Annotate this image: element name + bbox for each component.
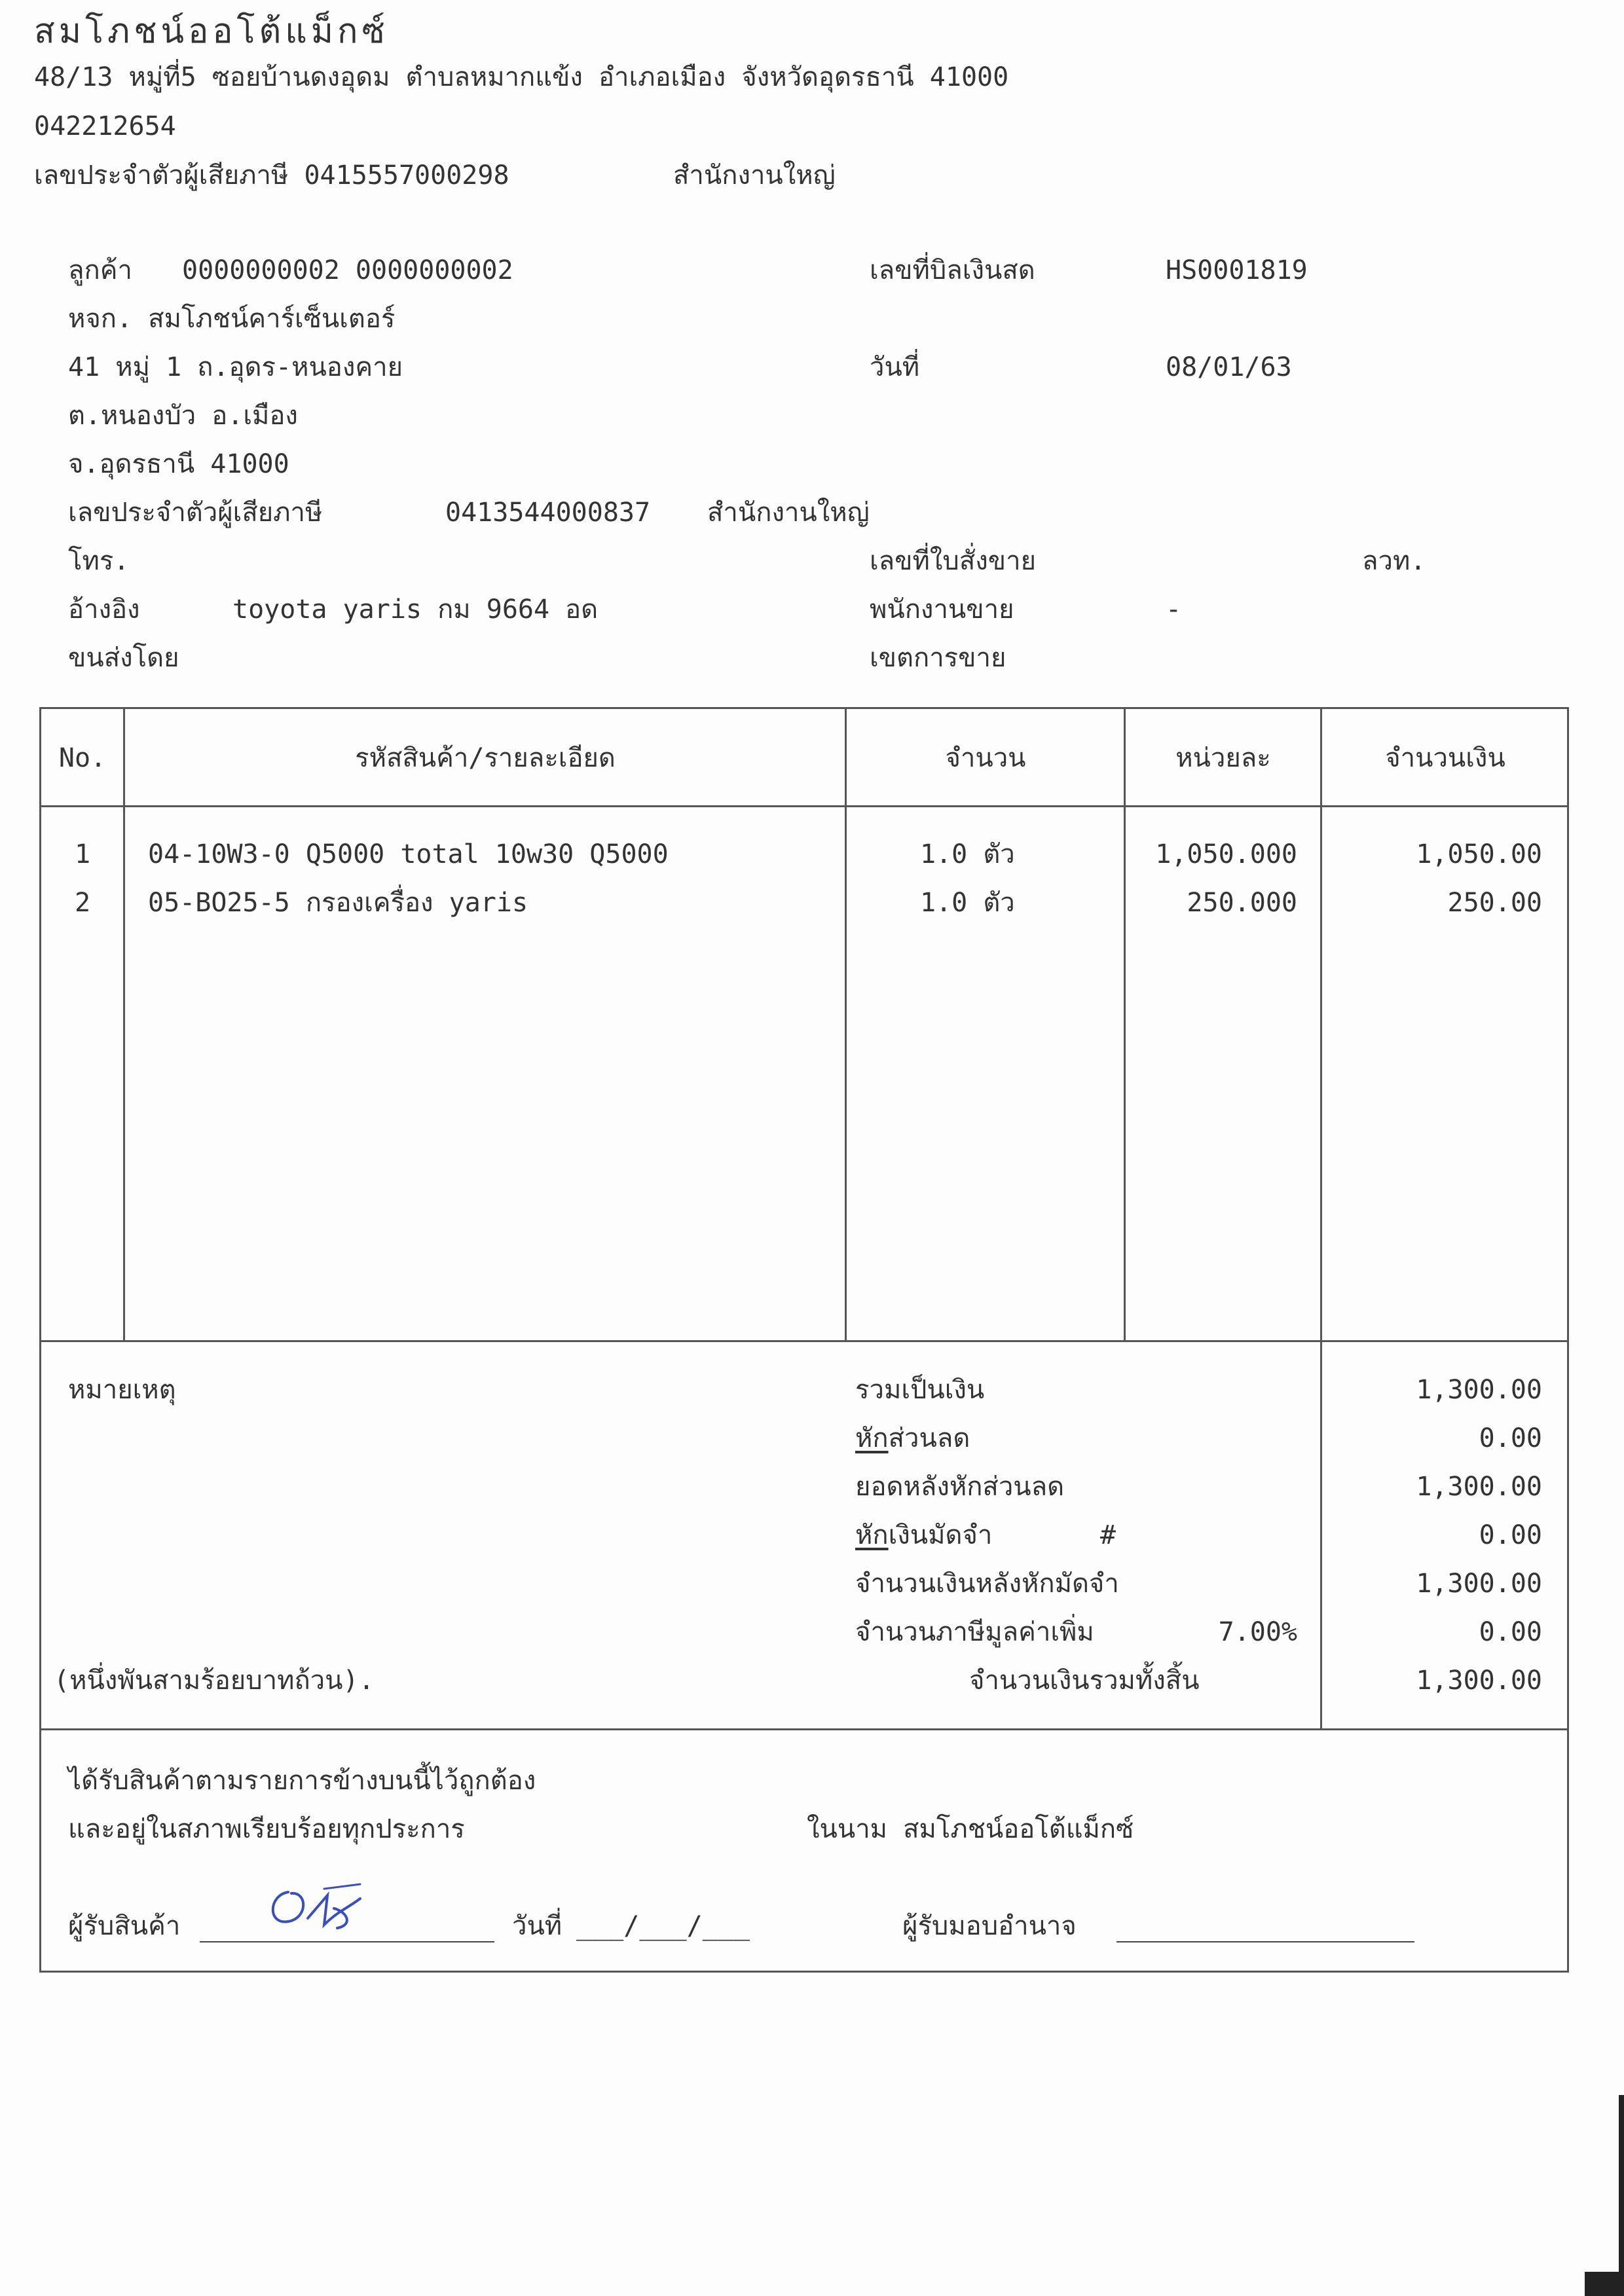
customer-name: หจก. สมโภชน์คาร์เซ็นเตอร์: [68, 304, 396, 334]
row-1-unit-price: 1,050.000: [1155, 839, 1297, 869]
scan-corner: [1585, 2272, 1624, 2296]
summary-footer-divider: [39, 1728, 1569, 1730]
company-name: สมโภชน์ออโต้แม็กซ์: [34, 12, 389, 51]
received-statement-line-1: ได้รับสินค้าตามรายการข้างบนนี้ไว้ถูกต้อง: [68, 1766, 536, 1796]
grand-total-value: 1,300.00: [1416, 1666, 1542, 1696]
deposit-text: เงินมัดจำ: [888, 1520, 993, 1550]
grand-total-label: จำนวนเงินรวมทั้งสิ้น: [969, 1666, 1200, 1696]
row-2-quantity: 1.0 ตัว: [920, 888, 1015, 918]
discount-value: 0.00: [1479, 1423, 1542, 1453]
sales-order-label: เลขที่ใบสั่งขาย: [870, 546, 1037, 576]
row-2-amount: 250.00: [1447, 888, 1542, 918]
bill-number: HS0001819: [1166, 255, 1308, 285]
salesperson-label: พนักงานขาย: [870, 594, 1014, 625]
receiver-signature: [262, 1879, 380, 1938]
row-2-no: 2: [74, 888, 91, 918]
after-deposit-label: จำนวนเงินหลังหักมัดจำ: [855, 1569, 1119, 1599]
customer-phone-label: โทร.: [68, 546, 130, 576]
customer-tax-label: เลขประจำตัวผู้เสียภาษี: [68, 498, 323, 528]
amount-in-words: (หนึ่งพันสามร้อยบาทถ้วน).: [54, 1666, 375, 1696]
customer-address-3: จ.อุดรธานี 41000: [68, 449, 289, 479]
customer-tax-id: 0413544000837: [445, 498, 651, 528]
scan-edge: [1619, 2095, 1624, 2296]
after-deposit-value: 1,300.00: [1416, 1569, 1542, 1599]
row-1-quantity: 1.0 ตัว: [920, 839, 1015, 869]
col-divider-qty: [1124, 707, 1126, 1341]
table-header-divider: [39, 805, 1569, 807]
sales-order-value: ลวท.: [1362, 546, 1426, 576]
items-summary-divider: [39, 1340, 1569, 1342]
row-1-no: 1: [74, 839, 91, 869]
col-divider-desc: [845, 707, 847, 1341]
bill-number-label: เลขที่บิลเงินสด: [870, 255, 1035, 285]
header-amount: จำนวนเงิน: [1385, 743, 1505, 773]
discount-prefix: หัก: [855, 1423, 889, 1453]
deposit-label: [855, 1522, 992, 1548]
discount-text: ส่วนลด: [888, 1423, 970, 1453]
discount-label: [855, 1425, 970, 1451]
reference-value: toyota yaris กม 9664 อด: [232, 594, 599, 625]
customer-branch: สำนักงานใหญ่: [707, 498, 870, 528]
deposit-hash: #: [1100, 1520, 1116, 1550]
shipping-label: ขนส่งโดย: [68, 643, 179, 673]
after-discount-label: ยอดหลังหักส่วนลด: [855, 1472, 1065, 1502]
row-1-amount: 1,050.00: [1416, 839, 1542, 869]
company-branch: สำนักงานใหญ่: [673, 160, 836, 191]
header-description: รหัสสินค้า/รายละเอียด: [355, 743, 616, 773]
row-2-unit-price: 250.000: [1187, 888, 1297, 918]
receive-date-label: วันที่: [512, 1911, 563, 1941]
customer-address-1: 41 หมู่ 1 ถ.อุดร-หนองคาย: [68, 352, 403, 382]
company-phone: 042212654: [34, 111, 176, 141]
company-tax-id: เลขประจำตัวผู้เสียภาษี 0415557000298: [34, 160, 509, 191]
bill-date-label: วันที่: [870, 352, 920, 382]
customer-label: ลูกค้า: [68, 255, 132, 285]
deposit-prefix: หัก: [855, 1520, 889, 1550]
header-quantity: จำนวน: [945, 743, 1026, 773]
header-no: No.: [58, 743, 107, 773]
vat-label: จำนวนภาษีมูลค่าเพิ่ม: [855, 1617, 1094, 1647]
salesperson-value: -: [1166, 594, 1182, 625]
row-1-description: 04-10W3-0 Q5000 total 10w30 Q5000: [148, 839, 669, 869]
reference-label: อ้างอิง: [68, 594, 140, 625]
receiver-label: ผู้รับสินค้า: [68, 1911, 181, 1941]
deposit-value: 0.00: [1479, 1520, 1542, 1550]
sales-zone-label: เขตการขาย: [870, 643, 1006, 673]
remark-label: หมายเหตุ: [68, 1375, 176, 1405]
receive-date-blank: ___/___/___: [576, 1911, 750, 1941]
receiver-signature-line: [200, 1941, 494, 1942]
subtotal-value: 1,300.00: [1416, 1375, 1542, 1405]
subtotal-label: รวมเป็นเงิน: [855, 1375, 985, 1405]
company-address: 48/13 หมู่ที่5 ซอยบ้านดงอุดม ตำบลหมากแข้ง อำเภอเมือง จังหวัดอุดรธานี 41000: [34, 62, 1009, 92]
row-2-description: 05-BO25-5 กรองเครื่อง yaris: [148, 888, 528, 918]
authorized-label: ผู้รับมอบอำนาจ: [902, 1911, 1077, 1941]
vat-value: 0.00: [1479, 1617, 1542, 1647]
after-discount-value: 1,300.00: [1416, 1472, 1542, 1502]
customer-code: 0000000002 0000000002: [182, 255, 513, 285]
bill-date: 08/01/63: [1166, 352, 1292, 382]
customer-address-2: ต.หนองบัว อ.เมือง: [68, 401, 298, 431]
on-behalf-of: ในนาม สมโภชน์ออโต้แม็กซ์: [807, 1814, 1134, 1844]
authorized-signature-line: [1116, 1941, 1414, 1942]
received-statement-line-2: และอยู่ในสภาพเรียบร้อยทุกประการ: [68, 1814, 465, 1844]
col-divider-no: [123, 707, 125, 1341]
header-unit-price: หน่วยละ: [1175, 743, 1271, 773]
vat-rate: 7.00%: [1218, 1617, 1297, 1647]
